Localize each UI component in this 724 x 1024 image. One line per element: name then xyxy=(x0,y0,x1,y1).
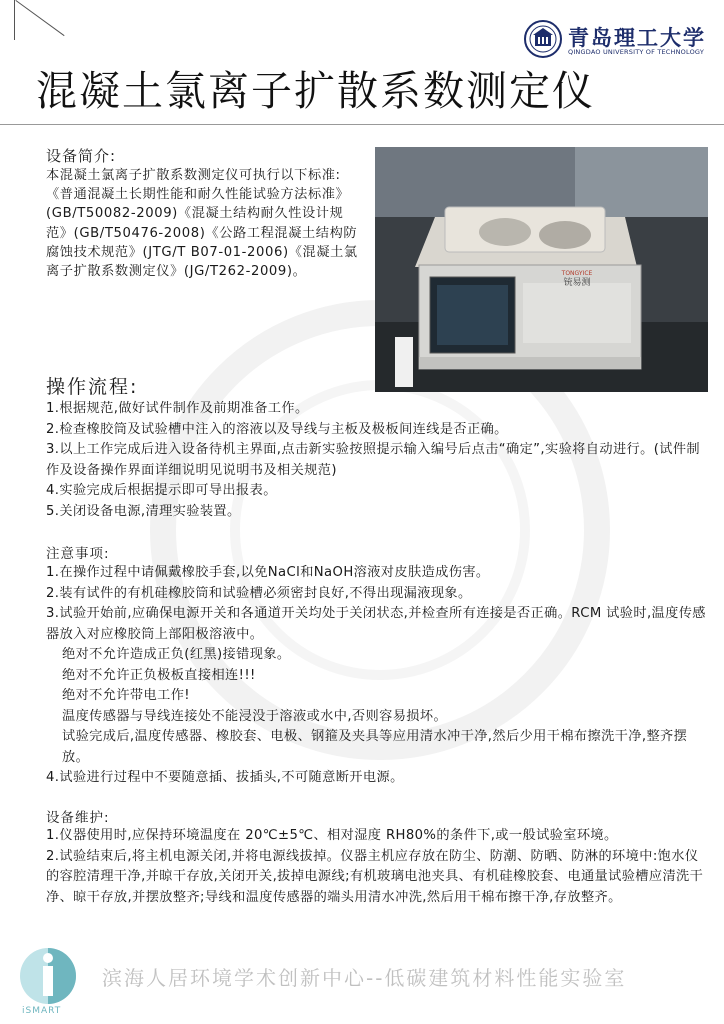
intro-text: 本混凝土氯离子扩散系数测定仪可执行以下标准:《普通混凝土长期性能和耐久性能试验方法标准》(GB/T50082-2009)《混凝土结构耐久性设计规范》(GB/T50476-2008)《公路工程混凝土结构防腐蚀技术规范》(JTG/T B07-01-2006)《混凝土氯离子扩散系数测定仪》(JG/T262-2009)。 xyxy=(46,168,358,280)
maintenance-list xyxy=(46,826,706,908)
footer-lab-name: 滨海人居环境学术创新中心--低碳建筑材料性能实验室 xyxy=(102,966,627,990)
list-item: 试验完成后,温度传感器、橡胶套、电极、钢箍及夹具等应用清水冲干净,然后少用干棉布擦洗干净,整齐摆放。 xyxy=(62,729,688,765)
page-title: 混凝土氯离子扩散系数测定仪 xyxy=(36,67,595,115)
list-item: 2.试验结束后,将主机电源关闭,并将电源线拔掉。仪器主机应存放在防尘、防潮、防晒、防淋的环境中:饱水仪的容腔清理干净,并晾干存放,关闭开关,拔掉电源线;有机玻璃电池夹具、有机硅橡胶套、电通量试验槽应清洗干净、晾干存放,并摆放整齐;导线和温度传感器的端头用清水冲洗,然后用干棉布擦干净,存放整齐。 xyxy=(46,848,704,905)
list-item: 4.实验完成后根据提示即可导出报表。 xyxy=(46,483,277,498)
list-item: 5.关闭设备电源,清理实验装置。 xyxy=(46,503,241,519)
device-photo xyxy=(375,147,708,392)
list-item: 2.检查橡胶筒及试验槽中注入的溶液以及导线与主板及极板间连线是否正确。 xyxy=(46,421,508,437)
list-item: 绝对不允许造成正负(红黑)接错现象。 xyxy=(62,647,291,662)
device-brand-label: TONGYICE xyxy=(561,270,593,277)
corner-line xyxy=(14,0,15,40)
list-item: 绝对不允许正负极板直接相连!!! xyxy=(62,667,256,683)
title-divider xyxy=(0,124,724,125)
list-item: 1.根据规范,做好试件制作及前期准备工作。 xyxy=(46,401,309,416)
maintenance-heading: 设备维护: xyxy=(46,810,110,826)
university-name-en: QINGDAO UNIVERSITY OF TECHNOLOGY xyxy=(568,48,704,56)
list-item: 温度传感器与导线连接处不能浸没于溶液或水中,否则容易损坏。 xyxy=(62,708,448,724)
operation-heading: 操作流程: xyxy=(46,376,139,398)
list-item: 3.试验开始前,应确保电源开关和各通道开关均处于关闭状态,并检查所有连接是否正确。RCM 试验时,温度传感器放入对应橡胶筒上部阳极溶液中。 xyxy=(46,606,706,642)
list-item: 绝对不允许带电工作! xyxy=(62,688,190,703)
university-name-cn: 青岛理工大学 xyxy=(568,25,706,50)
list-item: 1.仪器使用时,应保持环境温度在 20℃±5℃、相对湿度 RH80%的条件下,或一般试验室环境。 xyxy=(46,828,618,843)
intro-heading: 设备简介: xyxy=(46,147,117,165)
university-logo xyxy=(524,20,714,62)
corner-line-diagonal xyxy=(15,0,64,36)
university-seal-icon xyxy=(524,20,562,58)
notes-heading: 注意事项: xyxy=(46,546,110,562)
list-item: 4.试验进行过程中不要随意插、拔插头,不可随意断开电源。 xyxy=(46,770,404,785)
list-item: 3.以上工作完成后进入设备待机主界面,点击新实验按照提示输入编号后点击“确定”,实验将自动进行。(试件制作及设备操作界面详细说明见说明书及相关规范) xyxy=(46,442,701,478)
notes-list xyxy=(46,563,706,789)
operation-steps xyxy=(46,399,706,522)
ismart-logo-label: iSMART xyxy=(22,1006,62,1016)
device-brand-cn-label: 铳易测 xyxy=(563,278,591,288)
list-item: 1.在操作过程中请佩戴橡胶手套,以免NaCl和NaOH溶液对皮肤造成伤害。 xyxy=(46,565,490,580)
list-item: 2.装有试件的有机硅橡胶筒和试验槽必须密封良好,不得出现漏液现象。 xyxy=(46,585,472,601)
